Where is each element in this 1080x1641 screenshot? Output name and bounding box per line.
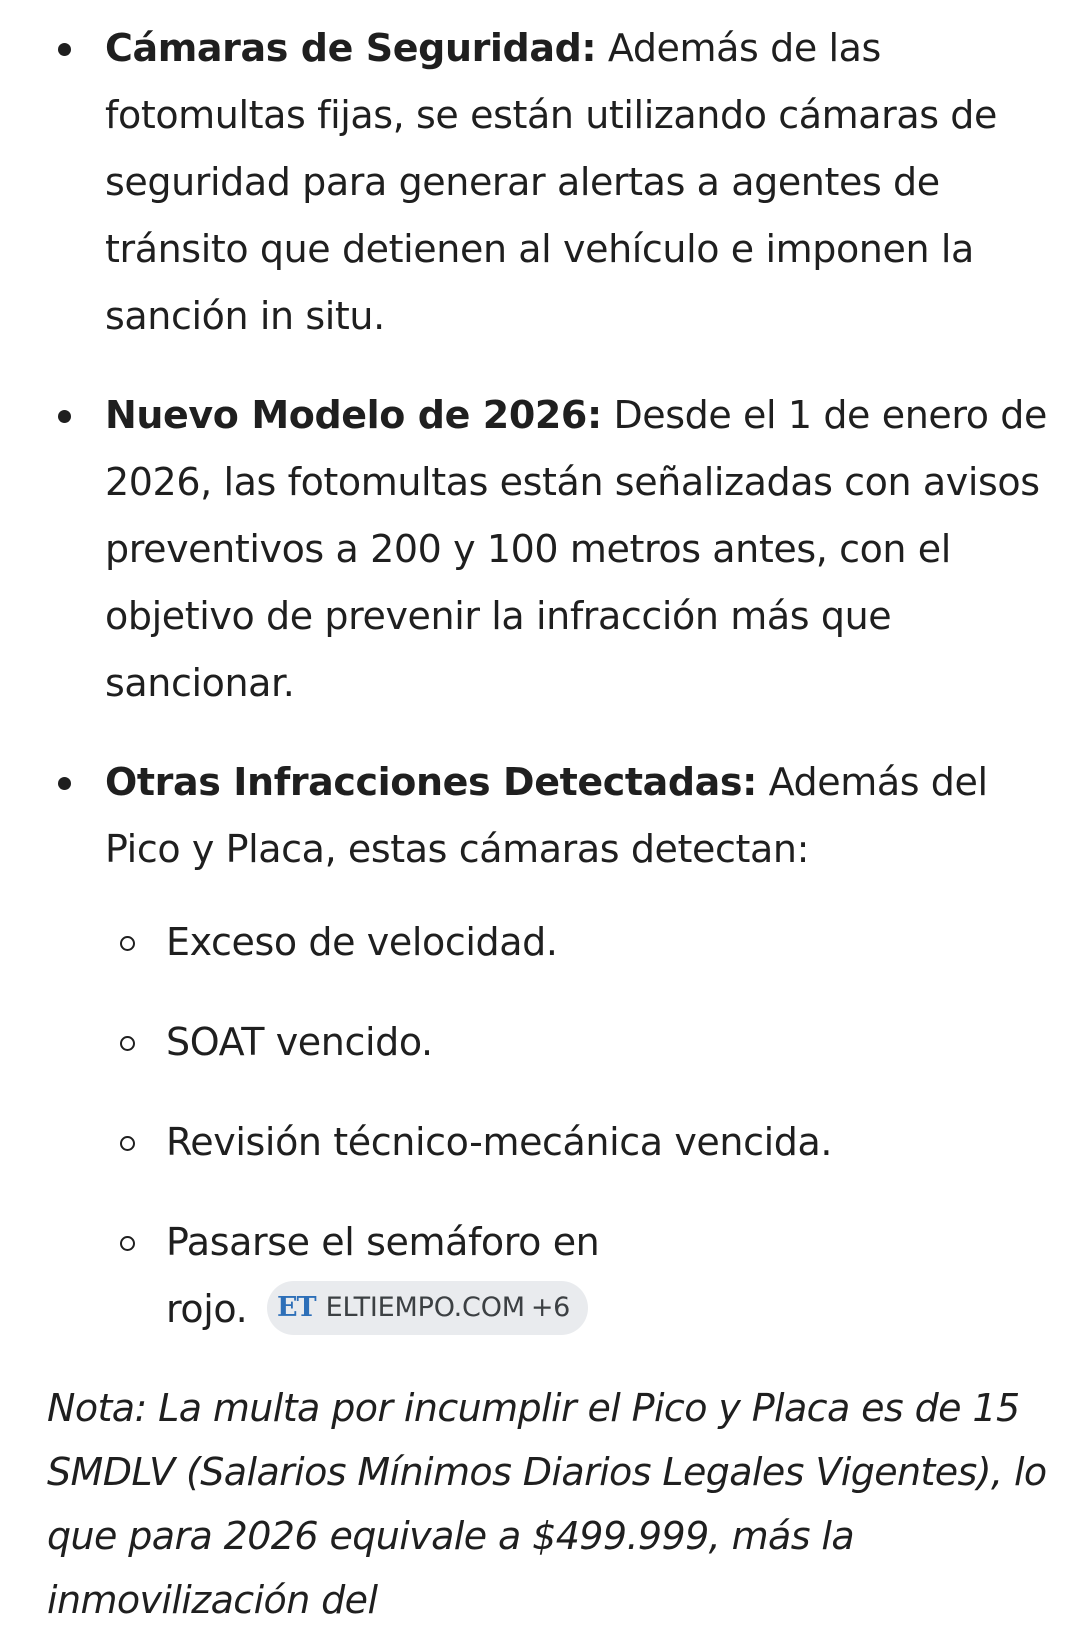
bullet-dot bbox=[58, 777, 71, 790]
bullet-dot bbox=[58, 410, 71, 423]
bullet-text: Además del Pico y Placa, estas cámaras detectan: bbox=[105, 760, 988, 871]
sub-list-infracciones bbox=[0, 909, 1080, 1343]
sub-item-text: SOAT vencido. bbox=[166, 1020, 433, 1064]
bullet-text: Además de las fotomultas fijas, se están utilizando cámaras de seguridad para generar alertas a agentes de tránsito que detienen al vehículo e imponen la sanción in situ. bbox=[105, 26, 998, 338]
bullet-dot bbox=[58, 43, 71, 56]
sub-bullet-ring bbox=[120, 1136, 135, 1151]
bullet-text: Desde el 1 de enero de 2026, las fotomultas están señalizadas con avisos preventivos a 200 y 100 metros antes, con el objetivo de prevenir la infracción más que sancionar. bbox=[105, 393, 1047, 705]
bullet-item-otras-infracciones bbox=[0, 749, 1080, 883]
source-chip-count: +6 bbox=[530, 1292, 570, 1323]
sub-item-text: Exceso de velocidad. bbox=[166, 920, 558, 964]
bullet-item-camaras-seguridad bbox=[0, 15, 1080, 350]
sub-list-item bbox=[0, 1109, 1080, 1176]
bullet-title: Nuevo Modelo de 2026: bbox=[105, 393, 602, 437]
bullet-item-nuevo-modelo bbox=[0, 382, 1080, 717]
source-chip-label: ELTIEMPO.COM bbox=[325, 1292, 525, 1323]
sub-list-item bbox=[0, 909, 1080, 976]
bullet-title: Otras Infracciones Detectadas: bbox=[105, 760, 757, 804]
note-paragraph: Nota: La multa por incumplir el Pico y Placa es de 15 SMDLV (Salarios Mínimos Diarios Legales Vigentes), lo que para 2026 equivale a $499.999, más la inmovilización del bbox=[47, 1386, 1047, 1622]
source-chip-eltiempo[interactable] bbox=[267, 1281, 588, 1335]
sub-bullet-ring bbox=[120, 1036, 135, 1051]
sub-list-item bbox=[0, 1209, 1080, 1343]
eltiempo-logo-icon: ET bbox=[276, 1292, 316, 1323]
sub-item-text: Revisión técnico-mecánica vencida. bbox=[166, 1120, 833, 1164]
sub-bullet-ring bbox=[120, 1236, 135, 1251]
bullet-title: Cámaras de Seguridad: bbox=[105, 26, 597, 70]
sub-list-item bbox=[0, 1009, 1080, 1076]
sub-item-text: Pasarse el semáforo en rojo. bbox=[166, 1220, 600, 1331]
sub-bullet-ring bbox=[120, 936, 135, 951]
